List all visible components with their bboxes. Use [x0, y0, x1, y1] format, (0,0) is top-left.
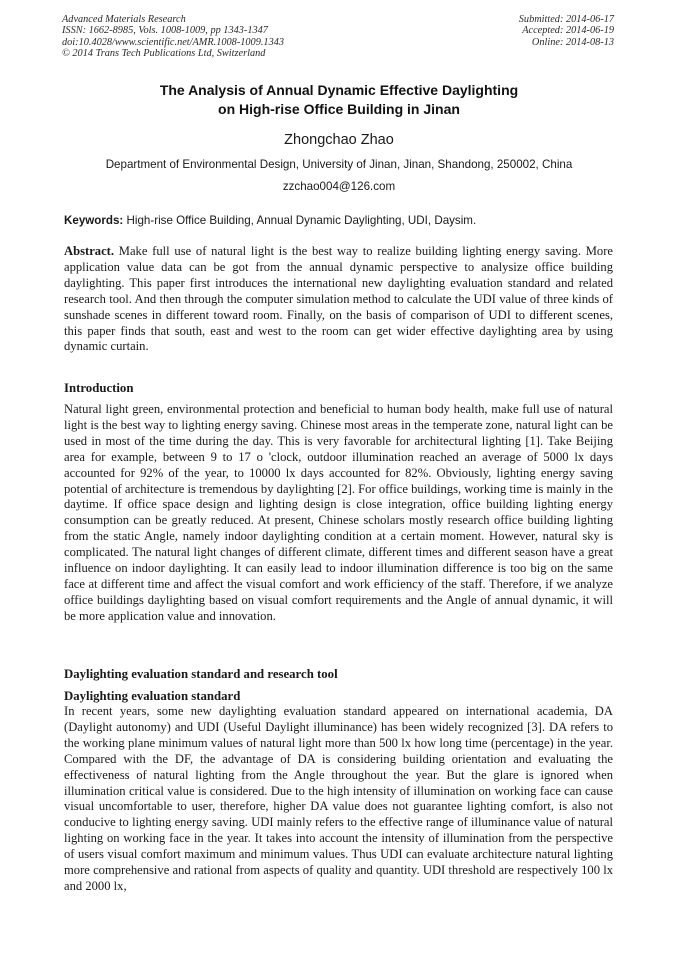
standard-paragraph: In recent years, some new daylighting evaluation standard appeared on international academia, DA (Daylight autonomy) and UDI (Useful Daylight illuminance) has been widely recognized [3]. DA refers to the working plane minimum values of natural light more than 500 lx how long time (percentage) in the year. Compared with the DF, the advantage of DA is considering building orientation and evaluating the effectiveness of natural lighting from the Angle throughout the year. But the glare is ignored when illumination critical value is considered. Due to the high intensity of illumination on working face can cause visual uncomfortable to user, therefore, higher DA value does not guarantee lighting comfort, is also not conducive to lighting energy saving. UDI mainly refers to the effective range of illuminance value of natural lighting on working face in the year. It takes into account the intensity of illumination from the perspective of users visual comfort maximum and minimum values. Thus UDI can evaluate architecture natural lighting more comprehensive and rational from aspects of quality and quantity. UDI threshold are respectively 100 lx and 2000 lx,	[64, 704, 613, 893]
journal-copyright: © 2014 Trans Tech Publications Ltd, Switzerland	[62, 48, 266, 60]
introduction-paragraph: Natural light green, environmental protection and beneficial to human body health, make full use of natural light is the best way to lighting energy saving. Chinese most areas in the temperate zone, natural light can be used in most of the time during the day. This is very favorable for architectural lighting [1]. Take Beijing area for example, between 9 to 17 o 'clock, outdoor illumination reached an average of 5000 lx days accounted for 92% of the year, to 10000 lx days accounted for 82%. Obviously, lighting energy saving potential of architecture is tremendous by daylighting [2]. For office buildings, working time is mainly in the daytime. If office space design and lighting design is close integration, office building lighting energy consumption can be greatly reduced. At present, Chinese scholars mostly research office building lighting from the static Angle, namely indoor daylighting condition at a certain moment. However, natural sky is complicated. The natural light changes of different climate, different times and different season have a great influence on indoor daylighting. It can easily lead to indoor illumination difference is too big on the same face at different time and affect the visual comfort and work efficiency of the staff. Therefore, if we analyze office buildings daylighting based on visual comfort requirements and the Angle of annual dynamic, it will be more application value and innovation.	[64, 402, 613, 623]
journal-header	[62, 14, 284, 60]
abstract-paragraph	[64, 244, 613, 355]
title-line-2: on High-rise Office Building in Jinan	[218, 101, 460, 117]
accepted-date: Accepted: 2014-06-19	[522, 25, 614, 37]
journal-issn: ISSN: 1662-8985, Vols. 1008-1009, pp 1343-1347	[62, 25, 268, 37]
author-name: Zhongchao Zhao	[284, 132, 394, 148]
section-heading: Daylighting evaluation standard and research tool	[64, 667, 338, 681]
abstract-label: Abstract.	[64, 244, 115, 258]
abstract-text: Make full use of natural light is the best way to realize building lighting energy saving. More application value data can be got from the annual dynamic perspective to analysize office building daylighting. This paper first introduces the international new daylighting evaluation standard and related research tool. And then through the computer simulation method to calculate the UDI value of three kinds of sunshade scenes in different toward room. Finally, on the basis of comparison of UDI to different scenes, this paper finds that south, east and west to the room can get wider effective daylighting area by using dynamic curtain.	[64, 244, 614, 354]
introduction-heading: Introduction	[64, 381, 134, 395]
keywords	[64, 213, 624, 228]
journal-name: Advanced Materials Research	[62, 14, 186, 25]
paper-title	[40, 81, 638, 119]
online-date: Online: 2014-08-13	[531, 36, 614, 48]
journal-doi: doi:10.4028/www.scientific.net/AMR.1008-1009.1343	[62, 36, 285, 48]
keywords-label: Keywords:	[64, 214, 124, 227]
author-affiliation: Department of Environmental Design, University of Jinan, Jinan, Shandong, 250002, China	[105, 158, 573, 171]
publication-dates	[519, 14, 614, 48]
author-email: zzchao004@126.com	[282, 180, 396, 193]
keywords-text: High-rise Office Building, Annual Dynamic Daylighting, UDI, Daysim.	[126, 214, 477, 227]
subsection-heading: Daylighting evaluation standard	[64, 689, 241, 703]
submitted-date: Submitted: 2014-06-17	[518, 14, 614, 25]
title-line-1: The Analysis of Annual Dynamic Effective Daylighting	[159, 82, 519, 98]
